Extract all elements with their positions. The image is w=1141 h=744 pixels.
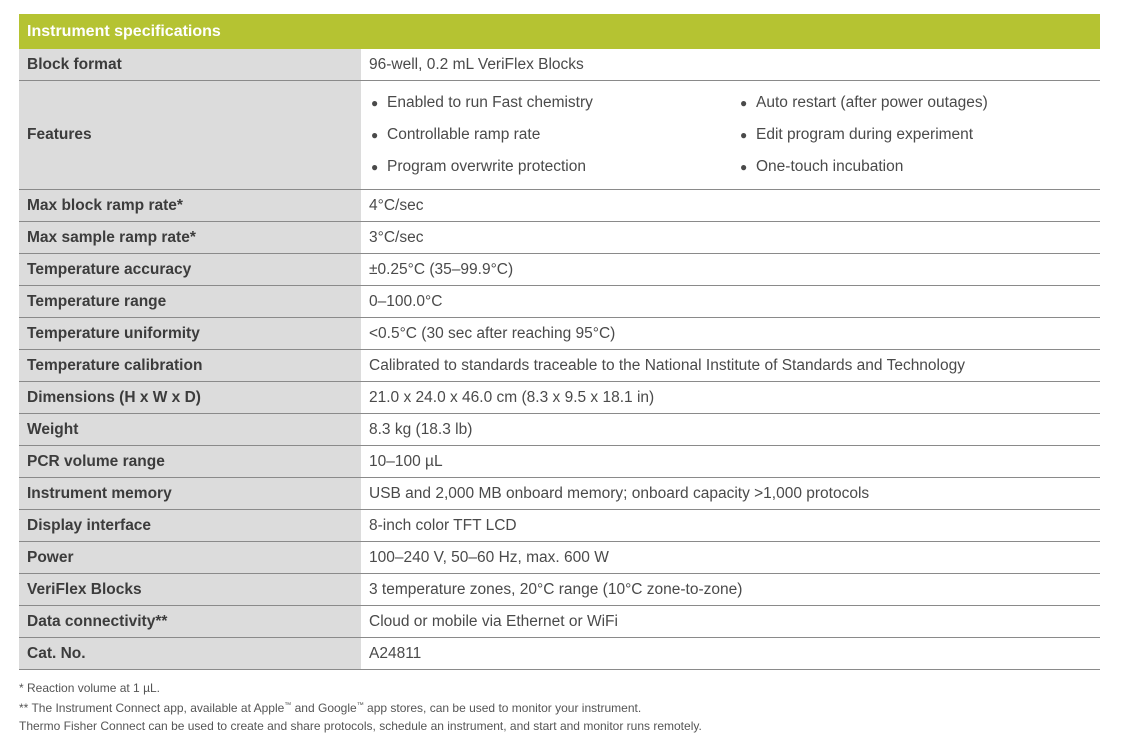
spec-table (19, 14, 1100, 670)
row-label: Temperature range (19, 286, 361, 317)
bullet-icon: ● (740, 160, 748, 174)
bullet-icon: ● (371, 96, 379, 110)
features-cell (361, 81, 1100, 189)
row-value: 4°C/sec (369, 196, 424, 214)
footnote-instrument-connect: ** The Instrument Connect app, available at Apple™ and Google™ app stores, can be used to monitor your instrument. (19, 701, 642, 715)
table-row (19, 350, 1100, 382)
row-label: Temperature accuracy (19, 254, 361, 285)
table-row-features (19, 81, 1100, 190)
row-label: Power (19, 542, 361, 573)
table-row (19, 222, 1100, 254)
row-value: 100–240 V, 50–60 Hz, max. 600 W (369, 548, 609, 566)
row-label: Instrument memory (19, 478, 361, 509)
row-label: Temperature uniformity (19, 318, 361, 349)
feature-item: ● Edit program during experiment (740, 126, 974, 143)
row-label: Weight (19, 414, 361, 445)
row-value: 0–100.0°C (369, 292, 443, 310)
bullet-icon: ● (371, 128, 379, 142)
feature-item: ● Auto restart (after power outages) (740, 94, 988, 111)
table-row (19, 382, 1100, 414)
footnotes (19, 679, 702, 735)
feature-item: ● Controllable ramp rate (371, 126, 541, 143)
row-label: Max sample ramp rate* (19, 222, 361, 253)
row-label: Dimensions (H x W x D) (19, 382, 361, 413)
row-label: Data connectivity** (19, 606, 361, 637)
row-value: 8.3 kg (18.3 lb) (369, 420, 473, 438)
table-title: Instrument specifications (19, 14, 1100, 49)
bullet-icon: ● (371, 160, 379, 174)
row-label: Cat. No. (19, 638, 361, 669)
bullet-icon: ● (740, 96, 748, 110)
table-row (19, 286, 1100, 318)
table-row (19, 414, 1100, 446)
row-value: USB and 2,000 MB onboard memory; onboard capacity >1,000 protocols (369, 484, 870, 502)
table-row (19, 606, 1100, 638)
row-label: Features (19, 81, 361, 189)
feature-item: ● Program overwrite protection (371, 158, 586, 175)
row-label: Max block ramp rate* (19, 190, 361, 221)
feature-item: ● Enabled to run Fast chemistry (371, 94, 593, 111)
bullet-icon: ● (740, 128, 748, 142)
row-value: A24811 (369, 644, 422, 662)
table-row (19, 446, 1100, 478)
footnote-thermo-fisher-connect: Thermo Fisher Connect can be used to create and share protocols, schedule an instrument, and start and monitor runs remotely. (19, 719, 702, 733)
row-value: 3 temperature zones, 20°C range (10°C zone-to-zone) (369, 580, 743, 598)
row-label: PCR volume range (19, 446, 361, 477)
row-value: 10–100 µL (369, 452, 443, 470)
row-value: Cloud or mobile via Ethernet or WiFi (369, 612, 618, 630)
row-value: 96-well, 0.2 mL VeriFlex Blocks (369, 55, 584, 73)
feature-item: ● One-touch incubation (740, 158, 904, 175)
row-label: VeriFlex Blocks (19, 574, 361, 605)
table-row (19, 510, 1100, 542)
table-row (19, 478, 1100, 510)
row-label: Temperature calibration (19, 350, 361, 381)
table-row (19, 638, 1100, 670)
row-value: 3°C/sec (369, 228, 424, 246)
table-row (19, 190, 1100, 222)
row-label: Block format (19, 49, 361, 80)
table-row (19, 318, 1100, 350)
row-value: ±0.25°C (35–99.9°C) (369, 260, 514, 278)
table-row (19, 254, 1100, 286)
table-row (19, 49, 1100, 81)
row-value: 8-inch color TFT LCD (369, 516, 517, 534)
row-value: Calibrated to standards traceable to the National Institute of Standards and Technology (369, 356, 965, 374)
row-value: <0.5°C (30 sec after reaching 95°C) (369, 324, 616, 342)
footnote-reaction-volume: * Reaction volume at 1 µL. (19, 681, 160, 695)
row-value: 21.0 x 24.0 x 46.0 cm (8.3 x 9.5 x 18.1 in) (369, 388, 655, 406)
table-row (19, 574, 1100, 606)
table-row (19, 542, 1100, 574)
features-list (369, 87, 1098, 183)
row-label: Display interface (19, 510, 361, 541)
